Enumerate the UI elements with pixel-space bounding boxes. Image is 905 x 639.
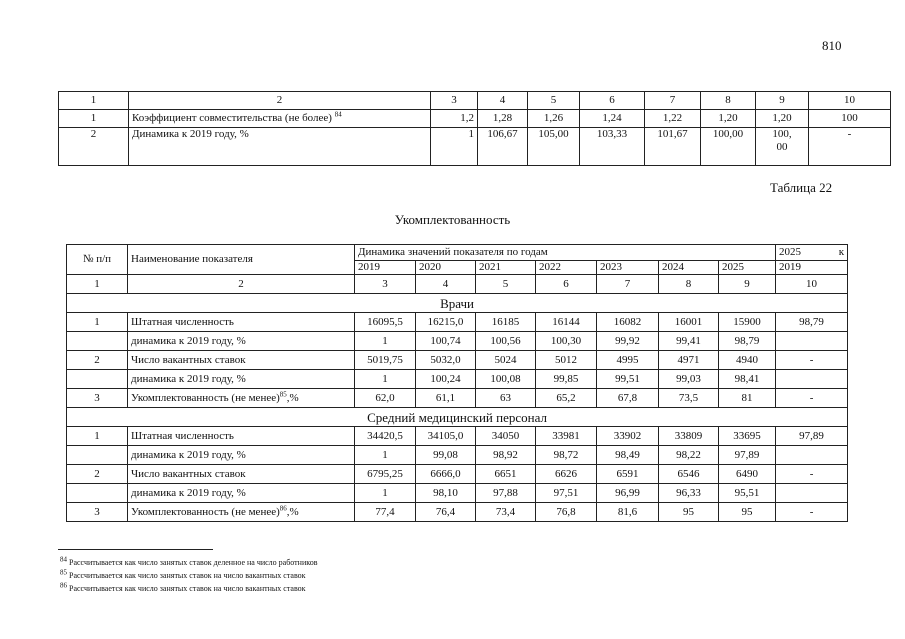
- table-row: [59, 128, 891, 166]
- column-number: 1: [67, 275, 128, 294]
- ratio-cell: [776, 370, 848, 389]
- table-row: [67, 313, 848, 332]
- indicator-name-text: Укомплектованность (не менее): [131, 391, 280, 404]
- staffing-table: [66, 244, 848, 522]
- value-cell: [431, 128, 478, 166]
- row-number: 3: [67, 389, 128, 408]
- value-cell: 81,6: [597, 503, 659, 522]
- table-title: Укомплектованность: [394, 212, 511, 227]
- column-number: 5: [528, 92, 580, 110]
- footnote-text: Рассчитывается как число занятых ставок деленное на число работников: [69, 558, 318, 567]
- footnote: [60, 556, 318, 569]
- value-cell: [756, 128, 809, 166]
- value-text: 106,67: [487, 128, 518, 140]
- year-header: 2025: [719, 261, 776, 275]
- value-cell: 33981: [536, 427, 597, 446]
- ratio-cell: -: [776, 465, 848, 484]
- value-cell: 77,4: [355, 503, 416, 522]
- value-cell: 6591: [597, 465, 659, 484]
- footnote-divider: [58, 549, 213, 550]
- indicator-name-text: Динамика к 2019 году, %: [132, 128, 249, 140]
- value-cell: 15900: [719, 313, 776, 332]
- value-cell: 4971: [659, 351, 719, 370]
- value-cell: 33695: [719, 427, 776, 446]
- value-cell: 98,49: [597, 446, 659, 465]
- indicator-name: [128, 465, 355, 484]
- indicator-name: [128, 446, 355, 465]
- value-cell: 76,8: [536, 503, 597, 522]
- indicator-name: [128, 427, 355, 446]
- value-cell: 61,1: [416, 389, 476, 408]
- row-number: 2: [67, 465, 128, 484]
- value-cell: [580, 110, 645, 128]
- column-number: 6: [580, 92, 645, 110]
- row-number: 2: [59, 128, 129, 166]
- footnotes: [60, 556, 318, 595]
- value-cell: 96,33: [659, 484, 719, 503]
- value-cell: 1: [355, 446, 416, 465]
- col-header-dynamics: Динамика значений показателя по годам: [355, 245, 776, 261]
- value-cell: 99,51: [597, 370, 659, 389]
- value-cell: 16185: [476, 313, 536, 332]
- indicator-suffix: ,%: [286, 391, 299, 404]
- value-cell: 99,41: [659, 332, 719, 351]
- value-cell: 95: [719, 503, 776, 522]
- value-cell: 73,4: [476, 503, 536, 522]
- value-text-continued: 00: [776, 141, 788, 153]
- value-cell: 6546: [659, 465, 719, 484]
- page-number: 810: [822, 38, 842, 53]
- value-cell: [809, 128, 891, 166]
- footnote-ref: 85: [279, 389, 287, 398]
- indicator-name-text: Коэффициент совместительства (не более): [132, 112, 332, 124]
- table-label: Таблица 22: [770, 180, 833, 195]
- column-number: 2: [128, 275, 355, 294]
- table-row: [67, 427, 848, 446]
- value-cell: 98,22: [659, 446, 719, 465]
- value-cell: 16095,5: [355, 313, 416, 332]
- value-text: 103,33: [596, 128, 628, 140]
- value-cell: 5012: [536, 351, 597, 370]
- indicator-suffix: ,%: [286, 505, 299, 518]
- indicator-name-text: динамика к 2019 году, %: [131, 486, 246, 499]
- indicator-name-text: Штатная численность: [131, 429, 234, 442]
- section-title: Врачи: [67, 294, 848, 313]
- year-header: 2024: [659, 261, 719, 275]
- section-row: [67, 408, 848, 427]
- value-cell: 96,99: [597, 484, 659, 503]
- value-text: 1,26: [543, 112, 564, 124]
- value-cell: 16215,0: [416, 313, 476, 332]
- table-row: [67, 484, 848, 503]
- row-number: [67, 332, 128, 351]
- value-cell: 98,41: [719, 370, 776, 389]
- value-cell: 98,92: [476, 446, 536, 465]
- value-cell: 99,08: [416, 446, 476, 465]
- value-text: 1,2: [460, 112, 474, 124]
- value-cell: 81: [719, 389, 776, 408]
- value-text: 100,00: [712, 128, 744, 140]
- value-cell: 34050: [476, 427, 536, 446]
- value-cell: 5032,0: [416, 351, 476, 370]
- table-row: [67, 446, 848, 465]
- table-row: [67, 465, 848, 484]
- indicator-name: [128, 389, 355, 408]
- year-header: 2022: [536, 261, 597, 275]
- column-number: 4: [478, 92, 528, 110]
- value-cell: 95: [659, 503, 719, 522]
- value-cell: 33809: [659, 427, 719, 446]
- footnote-mark: 85: [60, 568, 67, 577]
- col-header-last-k: к: [838, 246, 845, 258]
- footnote: [60, 582, 318, 595]
- value-cell: [580, 128, 645, 166]
- value-cell: [478, 110, 528, 128]
- value-cell: [645, 128, 701, 166]
- ratio-cell: 97,89: [776, 427, 848, 446]
- col-header-name: Наименование показателя: [128, 245, 355, 275]
- value-cell: 99,85: [536, 370, 597, 389]
- year-header: 2021: [476, 261, 536, 275]
- value-cell: 33902: [597, 427, 659, 446]
- section-title: Средний медицинский персонал: [67, 408, 848, 427]
- column-number: 9: [756, 92, 809, 110]
- value-cell: 100,74: [416, 332, 476, 351]
- value-cell: 16144: [536, 313, 597, 332]
- ratio-cell: 98,79: [776, 313, 848, 332]
- year-header: 2023: [597, 261, 659, 275]
- indicator-name: [128, 370, 355, 389]
- table-row: [67, 389, 848, 408]
- row-number: 1: [67, 427, 128, 446]
- value-cell: 6795,25: [355, 465, 416, 484]
- col-header-last-base: 2019: [776, 261, 848, 275]
- table-row: [67, 332, 848, 351]
- row-number: 1: [59, 110, 129, 128]
- value-cell: 95,51: [719, 484, 776, 503]
- ratio-cell: [776, 332, 848, 351]
- row-number: 1: [67, 313, 128, 332]
- value-cell: 99,92: [597, 332, 659, 351]
- ratio-cell: [776, 446, 848, 465]
- indicator-name: [128, 332, 355, 351]
- value-cell: 34105,0: [416, 427, 476, 446]
- indicator-name-text: динамика к 2019 году, %: [131, 448, 246, 461]
- value-cell: 6626: [536, 465, 597, 484]
- column-number: 1: [59, 92, 129, 110]
- footnote-ref: 86: [279, 503, 287, 512]
- value-cell: [478, 128, 528, 166]
- value-cell: 5024: [476, 351, 536, 370]
- column-number: 3: [355, 275, 416, 294]
- year-header: 2019: [355, 261, 416, 275]
- section-row: [67, 294, 848, 313]
- column-number: 9: [719, 275, 776, 294]
- value-cell: 6490: [719, 465, 776, 484]
- value-cell: 99,03: [659, 370, 719, 389]
- table-header-row: [59, 92, 891, 110]
- value-cell: 98,10: [416, 484, 476, 503]
- value-cell: 5019,75: [355, 351, 416, 370]
- value-text: 1,24: [602, 112, 622, 124]
- coefficient-table: [58, 91, 891, 166]
- value-cell: 63: [476, 389, 536, 408]
- value-cell: [701, 110, 756, 128]
- value-cell: 73,5: [659, 389, 719, 408]
- value-cell: 100,56: [476, 332, 536, 351]
- ratio-cell: -: [776, 503, 848, 522]
- value-cell: 4995: [597, 351, 659, 370]
- col-header-last-year: 2025: [779, 246, 802, 258]
- column-number: 8: [701, 92, 756, 110]
- col-header-last: [776, 245, 848, 261]
- footnote-mark: 84: [60, 555, 67, 564]
- indicator-name-text: Штатная численность: [131, 315, 234, 328]
- table-row: [67, 351, 848, 370]
- value-cell: 98,79: [719, 332, 776, 351]
- column-number: 6: [536, 275, 597, 294]
- column-number: 10: [776, 275, 848, 294]
- column-number: 4: [416, 275, 476, 294]
- footnote-ref: 84: [334, 110, 342, 119]
- value-text: -: [847, 128, 852, 140]
- value-cell: 65,2: [536, 389, 597, 408]
- column-number: 2: [129, 92, 431, 110]
- column-number: 3: [431, 92, 478, 110]
- value-cell: [431, 110, 478, 128]
- row-number: 2: [67, 351, 128, 370]
- column-numbers-row: [67, 275, 848, 294]
- footnote-mark: 86: [60, 581, 67, 590]
- value-cell: 34420,5: [355, 427, 416, 446]
- value-cell: 62,0: [355, 389, 416, 408]
- row-number: [67, 446, 128, 465]
- value-text: 100,: [772, 128, 792, 140]
- value-cell: 6651: [476, 465, 536, 484]
- row-number: 3: [67, 503, 128, 522]
- indicator-name: [128, 503, 355, 522]
- indicator-name-text: Укомплектованность (не менее): [131, 505, 280, 518]
- value-text: 1,28: [492, 112, 513, 124]
- value-text: 1,20: [772, 112, 792, 124]
- value-text: 1: [468, 128, 474, 140]
- value-cell: 16082: [597, 313, 659, 332]
- value-cell: [528, 110, 580, 128]
- value-cell: 1: [355, 332, 416, 351]
- table-row: [59, 110, 891, 128]
- value-cell: 100,24: [416, 370, 476, 389]
- ratio-cell: [776, 484, 848, 503]
- value-cell: 97,88: [476, 484, 536, 503]
- column-number: 8: [659, 275, 719, 294]
- value-cell: 67,8: [597, 389, 659, 408]
- indicator-name: [128, 484, 355, 503]
- value-cell: [809, 110, 891, 128]
- value-text: 1,22: [662, 112, 683, 124]
- value-cell: 1: [355, 370, 416, 389]
- value-text: 100: [841, 112, 858, 124]
- footnote: [60, 569, 318, 582]
- indicator-name: [129, 128, 431, 166]
- indicator-name-text: Число вакантных ставок: [131, 353, 246, 366]
- indicator-name: [128, 313, 355, 332]
- value-cell: 1: [355, 484, 416, 503]
- value-cell: [528, 128, 580, 166]
- value-text: 105,00: [538, 128, 569, 140]
- indicator-name-text: Число вакантных ставок: [131, 467, 246, 480]
- value-text: 101,67: [657, 128, 688, 140]
- row-number: [67, 484, 128, 503]
- column-number: 5: [476, 275, 536, 294]
- value-cell: [645, 110, 701, 128]
- value-cell: 6666,0: [416, 465, 476, 484]
- value-cell: 76,4: [416, 503, 476, 522]
- value-cell: 4940: [719, 351, 776, 370]
- col-header-num: № п/п: [67, 245, 128, 275]
- ratio-cell: -: [776, 389, 848, 408]
- indicator-name-text: динамика к 2019 году, %: [131, 372, 246, 385]
- row-number: [67, 370, 128, 389]
- value-cell: 97,51: [536, 484, 597, 503]
- column-number: 7: [645, 92, 701, 110]
- value-cell: 16001: [659, 313, 719, 332]
- table-row: [67, 503, 848, 522]
- indicator-name-text: динамика к 2019 году, %: [131, 334, 246, 347]
- value-cell: [701, 128, 756, 166]
- indicator-name: [128, 351, 355, 370]
- value-cell: 100,08: [476, 370, 536, 389]
- value-cell: 98,72: [536, 446, 597, 465]
- column-number: 10: [809, 92, 891, 110]
- column-number: 7: [597, 275, 659, 294]
- value-cell: [756, 110, 809, 128]
- year-header: 2020: [416, 261, 476, 275]
- footnote-text: Рассчитывается как число занятых ставок на число вакантных ставок: [69, 584, 306, 593]
- value-text: 1,20: [718, 112, 738, 124]
- table-row: [67, 370, 848, 389]
- ratio-cell: -: [776, 351, 848, 370]
- value-cell: 97,89: [719, 446, 776, 465]
- indicator-name: [129, 110, 431, 128]
- footnote-text: Рассчитывается как число занятых ставок на число вакантных ставок: [69, 571, 306, 580]
- value-cell: 100,30: [536, 332, 597, 351]
